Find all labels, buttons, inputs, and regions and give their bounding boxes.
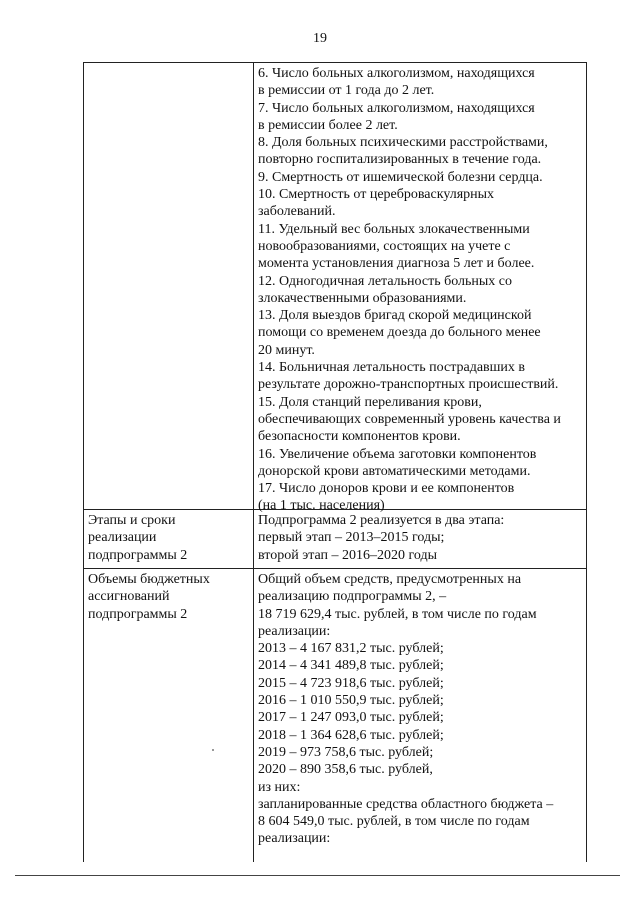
table-line: 12. Одногодичная летальность больных со [258, 273, 513, 289]
table-line: второй этап – 2016–2020 годы [258, 547, 438, 563]
table-line: 16. Увеличение объема заготовки компонентов [258, 446, 537, 462]
table-line: заболеваний. [258, 204, 336, 220]
table-line: 2013 – 4 167 831,2 тыс. рублей; [258, 641, 444, 657]
table-line: 2015 – 4 723 918,6 тыс. рублей; [258, 675, 444, 691]
table-cell-content [254, 569, 586, 862]
table-line: 7. Число больных алкоголизмом, находящихся [258, 100, 535, 116]
table-line: 8 604 549,0 тыс. рублей, в том числе по годам [258, 814, 530, 830]
table-line: (на 1 тыс. населения) [258, 498, 385, 514]
table-line: реализацию подпрограммы 2, – [258, 589, 447, 605]
table-line: запланированные средства областного бюджета – [258, 796, 554, 812]
table-line: Общий объем средств, предусмотренных на [258, 572, 522, 587]
table-line: донорской крови автоматическими методами. [258, 463, 531, 479]
table-line: 20 минут. [258, 342, 315, 358]
table-line: обеспечивающих современный уровень качества и [258, 411, 561, 427]
table-line: Этапы и сроки [88, 513, 176, 528]
table-cell-label [84, 510, 254, 568]
table-line: в ремиссии от 1 года до 2 лет. [258, 83, 435, 99]
table-line: 2018 – 1 364 628,6 тыс. рублей; [258, 727, 444, 743]
table-line: 2014 – 4 341 489,8 тыс. рублей; [258, 658, 444, 674]
table-line: 18 719 629,4 тыс. рублей, в том числе по годам [258, 606, 537, 622]
table-line: 17. Число доноров крови и ее компонентов [258, 481, 515, 497]
table-cell-label [84, 63, 254, 509]
table-line: момента установления диагноза 5 лет и более. [258, 256, 535, 272]
table-row-stages [84, 510, 586, 569]
table-line: повторно госпитализированных в течение года. [258, 152, 542, 168]
table-line: Подпрограмма 2 реализуется в два этапа: [258, 513, 505, 528]
table-cell-content [254, 63, 586, 514]
table-line: 15. Доля станций переливания крови, [258, 394, 482, 410]
table-line: 2019 – 973 758,6 тыс. рублей; [258, 744, 434, 760]
table-line: 2020 – 890 358,6 тыс. рублей, [258, 762, 433, 778]
table-line: помощи со временем доезда до больного менее [258, 325, 541, 341]
table-line: Объемы бюджетных [88, 572, 210, 587]
scan-speck [212, 749, 214, 751]
table-line: 2017 – 1 247 093,0 тыс. рублей; [258, 710, 444, 726]
table-line: безопасности компонентов крови. [258, 429, 461, 445]
table-row-indicators [84, 63, 586, 514]
page-number: 19 [313, 31, 327, 46]
table-line: 14. Больничная летальность пострадавших в [258, 360, 526, 376]
table-line: реализации [88, 530, 157, 546]
table-line: 11. Удельный вес больных злокачественными [258, 221, 530, 237]
table-line: из них: [258, 779, 301, 795]
table-line: 8. Доля больных психическими расстройствами, [258, 135, 548, 151]
table-line: ассигнований [88, 589, 170, 605]
table-cell-content [254, 510, 586, 568]
table-cell-label [84, 569, 254, 862]
table-line: 9. Смертность от ишемической болезни сердца. [258, 169, 543, 185]
table-line: первый этап – 2013–2015 годы; [258, 530, 445, 546]
table-line: результате дорожно-транспортных происшествий. [258, 377, 559, 393]
table-line: подпрограммы 2 [88, 606, 188, 622]
table-line: 13. Доля выездов бригад скорой медицинской [258, 308, 532, 324]
table-line: новообразованиями, состоящих на учете с [258, 238, 511, 254]
table-line: реализации: [258, 623, 331, 639]
table-row-budget [84, 569, 586, 862]
table-line: 10. Смертность от цереброваскулярных [258, 187, 495, 203]
table-line: 6. Число больных алкоголизмом, находящихся [258, 66, 535, 81]
table-line: реализации: [258, 831, 331, 847]
passport-table [83, 62, 587, 862]
bottom-rule [15, 875, 620, 876]
table-line: 2016 – 1 010 550,9 тыс. рублей; [258, 693, 444, 709]
table-line: подпрограммы 2 [88, 547, 188, 563]
table-line: в ремиссии более 2 лет. [258, 117, 398, 133]
table-line: злокачественными образованиями. [258, 290, 467, 306]
